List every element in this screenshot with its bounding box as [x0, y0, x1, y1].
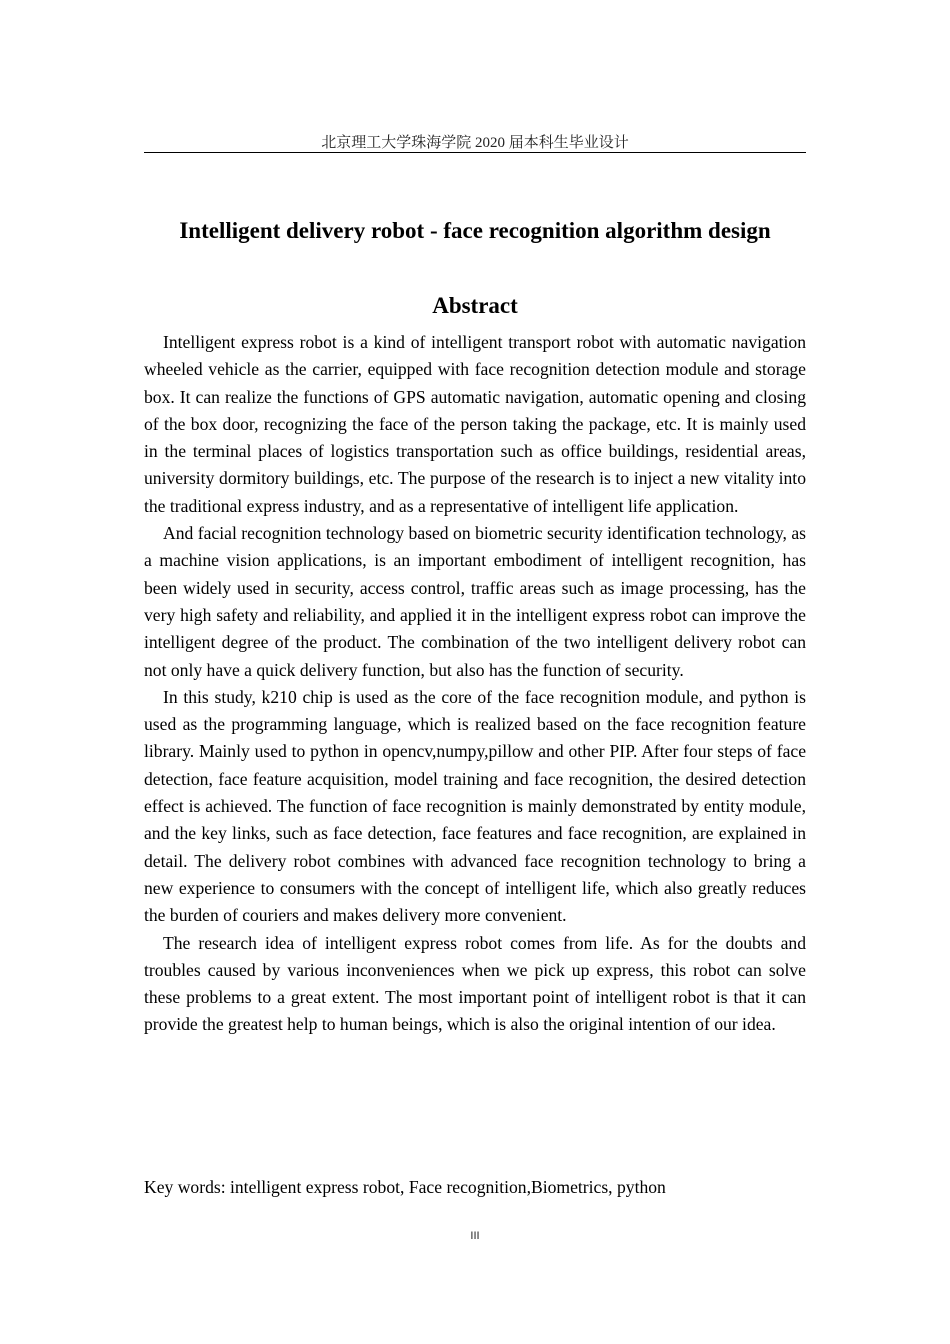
abstract-heading: Abstract	[432, 293, 518, 318]
abstract-paragraph-4: The research idea of intelligent express robot comes from life. As for the doubts and troubles caused by various inconveniences when we pick up express, this robot can solve these problems to a great extent. The most important point of intelligent robot is that it can provide the greatest help to human beings, which is also the original intention of our idea.	[144, 932, 806, 1035]
abstract-paragraph-2: And facial recognition technology based on biometric security identification technology, as a machine vision applications, is an important embodiment of intelligent recognition, has been widely used in security, access control, traffic areas such as image processing, has the very high safety and reliability, and applied it in the intelligent express robot can improve the intelligent degree of the product. The combination of the two intelligent delivery robot can not only have a quick delivery function, but also has the function of security.	[144, 523, 806, 680]
document-title: Intelligent delivery robot - face recognition algorithm design	[179, 218, 771, 243]
running-header: 北京理工大学珠海学院 2020 届本科生毕业设计	[321, 135, 629, 151]
keywords-line: Key words: intelligent express robot, Face recognition,Biometrics, python	[144, 1177, 666, 1197]
page-number: III	[470, 1230, 480, 1242]
header-divider	[144, 152, 806, 153]
abstract-body	[144, 329, 806, 1039]
abstract-paragraph-1: Intelligent express robot is a kind of intelligent transport robot with automatic navigation wheeled vehicle as the carrier, equipped with face recognition detection module and storage box. It can realize the functions of GPS automatic navigation, automatic opening and closing of the box door, recognizing the face of the person taking the package, etc. It is mainly used in the terminal places of logistics transportation such as office buildings, residential areas, university dormitory buildings, etc. The purpose of the research is to inject a new vitality into the traditional express industry, and as a representative of intelligent life application.	[144, 332, 806, 516]
abstract-paragraph-3: In this study, k210 chip is used as the core of the face recognition module, and python is used as the programming language, which is realized based on the face recognition feature library. Mainly used to python in opencv,numpy,pillow and other PIP. After four steps of face detection, face feature acquisition, model training and face recognition, the desired detection effect is achieved. The function of face recognition is mainly demonstrated by entity module, and the key links, such as face detection, face features and face recognition, are explained in detail. The delivery robot combines with advanced face recognition technology to bring a new experience to consumers with the concept of intelligent life, which also greatly reduces the burden of couriers and makes delivery more convenient.	[144, 686, 806, 926]
